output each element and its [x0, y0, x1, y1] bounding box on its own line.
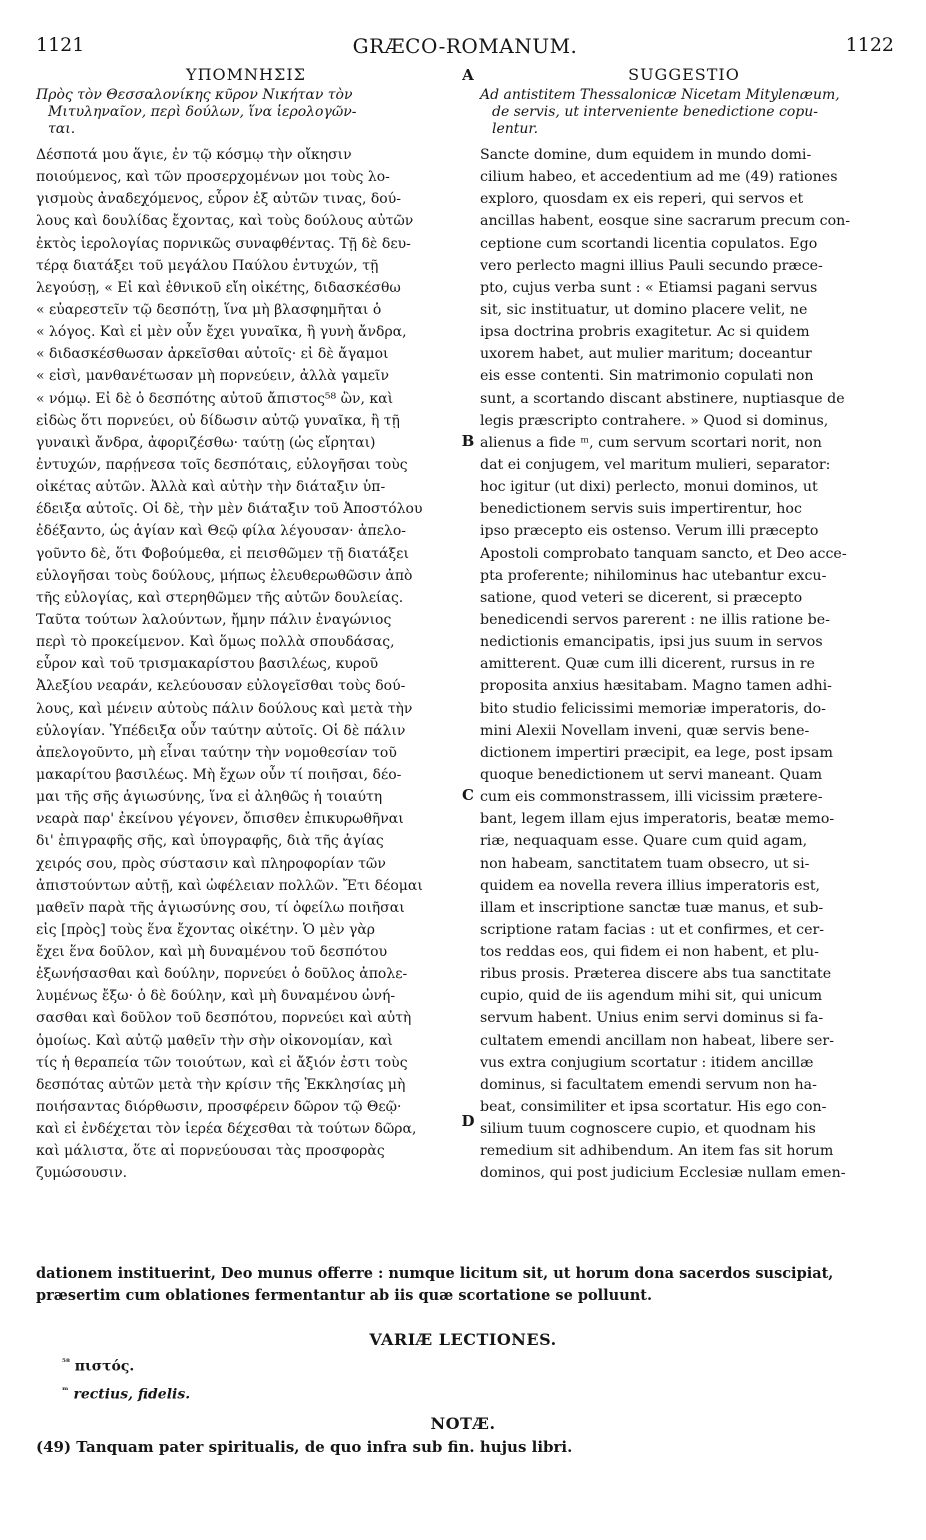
- greek-text-line: ἐξωνήσασθαι καὶ δούλην, πορνεύει ὁ δοῦλος ἀπολε-: [36, 966, 408, 983]
- latin-text-line: dat ei conjugem, vel maritum mulieri, separator:: [480, 456, 831, 473]
- latin-text-line: quidem ea novella revera illius imperatoris est,: [480, 877, 821, 894]
- margin-letter-b: B: [461, 432, 475, 450]
- greek-text-line: Ἀλεξίου νεαράν, κελεύουσαν εὐλογεῖσθαι τοὺς δού-: [36, 678, 406, 695]
- latin-text-line: dictionem impertiri præcipit, ea lege, post ipsam: [480, 744, 833, 761]
- latin-text-line: bant, legem illam ejus imperatoris, beatæ memo-: [480, 811, 835, 828]
- latin-text-line: ceptione cum scortandi licentia copulatos. Ego: [480, 235, 818, 252]
- variant-reading: [62, 1386, 190, 1403]
- latin-text-line: cilium habeo, et accedentium ad me (49) rationes: [480, 169, 838, 186]
- latin-text-line: ancillas habent, eosque sine sacrarum precum con-: [480, 213, 851, 230]
- greek-text-line: δι' ἐπιγραφῆς σῆς, καὶ ὑπογραφῆς, διὰ τῆς ἁγίας: [36, 833, 384, 850]
- margin-letter-a: A: [462, 66, 474, 84]
- greek-text-line: τέρᾳ διατάξει τοῦ μεγάλου Παύλου ἐντυχών, τῇ: [36, 257, 379, 274]
- greek-text-line: εἰς [πρὸς] τοὺς ἕνα ἔχοντας οἰκέτην. Ὁ μὲν γὰρ: [36, 921, 376, 938]
- latin-text-line: ribus prosis. Præterea discere abs tua sanctitate: [480, 966, 832, 983]
- greek-text-line: γισμοὺς ἀναδεχόμενος, εὗρον ἐξ αὐτῶν τινας, δού-: [36, 191, 401, 208]
- latin-text-line: sunt, a scortando discant abstinere, nuptiasque de: [480, 390, 845, 407]
- latin-subtitle-line: lentur.: [492, 121, 539, 137]
- greek-text-line: ἐντυχών, παρῄνεσα τοῖς δεσπόταις, εὐλογῆσαι τοὺς: [36, 456, 408, 473]
- greek-text-line: λυμένως ἔξω· ὁ δὲ δούλην, καὶ μὴ δυναμένου ὠνή-: [36, 988, 396, 1005]
- running-title: GRÆCO-ROMANUM.: [352, 34, 578, 58]
- latin-text-line: remedium sit adhibendum. An item fas sit horum: [480, 1143, 834, 1160]
- greek-text-line: ἐδέξαντο, ὡς ἁγίαν καὶ Θεῷ φίλα λέγουσαν· ἀπελο-: [36, 523, 406, 540]
- greek-text-line: χειρός σου, πρὸς σύστασιν καὶ πληροφορίαν τῶν: [36, 855, 386, 872]
- latin-subtitle: [480, 87, 888, 138]
- latin-text-line: hoc igitur (ut dixi) perlecto, monui dominos, ut: [480, 479, 818, 496]
- greek-text-line: ποιούμενος, καὶ τῶν προσερχομένων μοι τοὺς λο-: [36, 169, 390, 186]
- latin-text-line: nedictionis emancipatis, ipsi jus suum in servos: [480, 634, 823, 651]
- latin-text-line: eis esse contenti. Sin matrimonio copulati non: [480, 368, 814, 385]
- latin-title: SUGGESTIO: [628, 65, 740, 84]
- greek-text-line: εὐλογίαν. Ὑπέδειξα οὖν ταύτην αὐτοῖς. Οἱ δὲ πάλιν: [36, 722, 406, 739]
- latin-text-line: proposita anxius hæsitabam. Magno tamen adhi-: [480, 678, 832, 695]
- latin-text-line: legis præscripto contrahere. » Quod si dominus,: [480, 412, 829, 429]
- greek-text-line: εὐλογῆσαι τοὺς δούλους, μήπως ἐλευθερωθῶσιν ἀπὸ: [36, 567, 413, 584]
- greek-subtitle-line: Πρὸς τὸν Θεσσαλονίκης κῦρον Νικήταν τὸν: [36, 87, 353, 103]
- continuation-text: [36, 1263, 894, 1307]
- greek-text-line: μαθεῖν παρὰ τῆς ἁγιωσύνης σου, τί ὀφείλω ποιῆσαι: [36, 899, 405, 916]
- page-header: [36, 34, 894, 64]
- latin-text-line: pto, cujus verba sunt : « Etiamsi pagani servus: [480, 279, 818, 296]
- greek-subtitle: [36, 87, 456, 138]
- latin-text-line: Sancte domine, dum equidem in mundo domi-: [480, 147, 812, 163]
- greek-title: ΥΠΟΜΝΗΣΙΣ: [186, 65, 306, 84]
- latin-text-line: tos reddas eos, qui fidem ei non habent, et plu-: [480, 944, 819, 961]
- latin-text-line: silium tuum cognoscere cupio, et quodnam his: [480, 1121, 816, 1138]
- latin-column: [480, 64, 888, 1185]
- latin-text-line: quoque benedictionem ut servi maneant. Quam: [480, 766, 823, 783]
- greek-text-line: καὶ μάλιστα, ὅτε αἱ πορνεύουσαι τὰς προσφορὰς: [36, 1143, 385, 1160]
- variant-reading: [62, 1358, 134, 1375]
- variant-mark: ⁵⁸: [62, 1358, 70, 1368]
- greek-text-line: ἔχει ἕνα δοῦλον, καὶ μὴ δυναμένου τοῦ δεσπότου: [36, 944, 388, 961]
- variant-mark: ᵐ: [62, 1386, 69, 1396]
- latin-text-line: sit, sic instituatur, ut domino placere velit, ne: [480, 301, 808, 318]
- latin-text-line: dominus, si facultatem emendi servum non ha-: [480, 1076, 817, 1093]
- greek-column: [36, 64, 456, 1185]
- greek-text-line: οἰκέτας αὐτῶν. Ἀλλὰ καὶ αὐτὴν τὴν διάταξιν ὑπ-: [36, 479, 386, 496]
- latin-text-line: mini Alexii Novellam inveni, quæ servis bene-: [480, 722, 810, 739]
- notae-heading: NOTÆ.: [430, 1414, 496, 1433]
- latin-text: [480, 144, 888, 1185]
- continuation-line: dationem instituerint, Deo munus offerre : numque licitum sit, ut horum dona sacerdos suscipiat,: [36, 1265, 834, 1282]
- greek-text-line: δεσπότας αὐτῶν μετὰ τὴν κρίσιν τῆς Ἐκκλησίας μὴ: [36, 1076, 406, 1093]
- latin-text-line: uxorem habet, aut mulier maritum; doceantur: [480, 346, 812, 363]
- latin-text-line: illam et inscriptione sanctæ tuæ manus, et sub-: [480, 899, 824, 916]
- page-number-left: 1121: [36, 34, 85, 56]
- margin-letter-d: D: [461, 1112, 475, 1130]
- greek-text-line: εὗρον καὶ τοῦ τρισμακαρίστου βασιλέως, κυροῦ: [36, 656, 379, 673]
- latin-text-line: riæ, nequaquam esse. Quare cum quid agam,: [480, 833, 808, 850]
- latin-subtitle-line: Ad antistitem Thessalonicæ Nicetam Mitylenæum,: [480, 87, 840, 103]
- latin-text-line: pta proferente; nihilominus hac utebantur excu-: [480, 567, 827, 584]
- greek-text-line: « εἰσὶ, μανθανέτωσαν μὴ πορνεύειν, ἀλλὰ γαμεῖν: [36, 368, 390, 385]
- latin-text-line: alienus a fide ᵐ, cum servum scortari norit, non: [480, 434, 822, 451]
- greek-text-line: γοῦντο δὲ, ὅτι Φοβούμεθα, εἰ πεισθῶμεν τῇ διατάξει: [36, 545, 409, 562]
- variae-lectiones-heading: VARIÆ LECTIONES.: [369, 1330, 557, 1349]
- continuation-line: præsertim cum oblationes fermentantur ab iis quæ scortatione se polluunt.: [36, 1287, 653, 1305]
- variant-text: πιστός.: [74, 1358, 135, 1375]
- greek-subtitle-line: ται.: [48, 121, 76, 137]
- latin-text-line: cum eis commonstrassem, illi vicissim prætere-: [480, 789, 823, 806]
- greek-text-line: τῆς εὐλογίας, καὶ στερηθῶμεν τῆς αὐτῶν δουλείας.: [36, 589, 404, 606]
- greek-text-line: σασθαι καὶ δοῦλον τοῦ δεσπότου, πορνεύει καὶ αὐτὴ: [36, 1010, 412, 1027]
- latin-text-line: ipsa doctrina probris exagitetur. Ac si quidem: [480, 324, 810, 341]
- latin-text-line: amitterent. Quæ cum illi dicerent, rursus in re: [480, 656, 815, 673]
- greek-text-line: Ταῦτα τούτων λαλούντων, ἤμην πάλιν ἐναγώνιος: [36, 611, 392, 628]
- latin-text-line: benedictionem servis suis impertirentur, hoc: [480, 501, 802, 518]
- note-49: (49) Tanquam pater spiritualis, de quo infra sub fin. hujus libri.: [36, 1438, 573, 1456]
- greek-text-line: καὶ εἰ ἐνδέχεται τὸν ἱερέα δέχεσθαι τὰ τούτων δῶρα,: [36, 1121, 417, 1138]
- greek-text-line: έδειξα αὐτοῖς. Οἱ δὲ, τὴν μὲν διάταξιν τοῦ Ἀποστόλου: [36, 501, 423, 518]
- latin-text-line: cupio, quid de iis agendum mihi sit, qui unicum: [480, 988, 823, 1005]
- greek-text-line: λεγούσῃ, « Εἰ καὶ ἐθνικοῦ εἴη οἰκέτης, διδασκέσθω: [36, 279, 401, 296]
- greek-text-line: γυναικὶ ἄνδρα, ἀφοριζέσθω· ταύτῃ (ὡς εἴρηται): [36, 434, 376, 451]
- latin-text-line: dominos, qui post judicium Ecclesiæ nullam emen-: [480, 1165, 846, 1182]
- greek-text-line: λους καὶ δουλίδας ἔχοντας, καὶ τοὺς δούλους αὐτῶν: [36, 213, 414, 230]
- latin-text-line: cultatem emendi ancillam non habeat, libere ser-: [480, 1032, 835, 1049]
- latin-text-line: satione, quod veteri se dicerent, si præcepto: [480, 589, 803, 606]
- greek-text-line: νεαρὰ παρ' ἐκείνου γέγονεν, ὄπισθεν ἐπικυρωθῆναι: [36, 811, 404, 828]
- latin-subtitle-line: de servis, ut interveniente benedictione copu-: [492, 104, 818, 120]
- greek-text-line: ζυμώσουσιν.: [36, 1165, 128, 1182]
- greek-text-line: περὶ τὸ προκείμενον. Καὶ ὅμως πολλὰ σπουδάσας,: [36, 634, 395, 651]
- latin-text-line: exploro, quosdam ex eis reperi, qui servos et: [480, 191, 804, 208]
- greek-text-line: ποιήσαντας διόρθωσιν, προσφέρειν δῶρον τῷ Θεῷ·: [36, 1099, 402, 1116]
- latin-text-line: ipso præcepto eis ostenso. Verum illi præcepto: [480, 523, 819, 540]
- latin-text-line: Apostoli comprobato tanquam sancto, et Deo acce-: [480, 545, 847, 562]
- greek-text-line: « διδασκέσθωσαν ἀρκεῖσθαι αὐτοῖς· εἰ δὲ ἄγαμοι: [36, 346, 389, 363]
- greek-text-line: μαι τῆς σῆς ἁγιωσύνης, ἵνα εἰ ἀληθῶς ἡ τοιαύτη: [36, 789, 383, 806]
- page-number-right: 1122: [845, 34, 894, 56]
- greek-text-line: λους, καὶ μένειν αὐτοὺς πάλιν δούλους καὶ μετὰ τὴν: [36, 700, 413, 717]
- greek-text-line: « εὐαρεστεῖν τῷ δεσπότῃ, ἵνα μὴ βλασφημῆται ὁ: [36, 301, 382, 318]
- greek-text-line: μακαρίτου βασιλέως. Μὴ ἔχων οὖν τί ποιῆσαι, δέο-: [36, 766, 402, 783]
- greek-text-line: « νόμῳ. Εἰ δὲ ὁ δεσπότης αὐτοῦ ἄπιστος⁵⁸ ὢν, καὶ: [36, 390, 394, 407]
- greek-text-line: Δέσποτά μου ἅγιε, ἐν τῷ κόσμῳ τὴν οἴκησιν: [36, 147, 352, 163]
- greek-subtitle-line: Μιτυληναῖον, περὶ δούλων, ἵνα ἱερολογῶν-: [48, 104, 357, 120]
- variant-text: rectius, fidelis.: [73, 1386, 191, 1403]
- greek-text: [36, 144, 456, 1185]
- greek-text-line: τίς ἡ θεραπεία τῶν τοιούτων, καὶ εἰ ἄξιόν ἐστι τοὺς: [36, 1054, 408, 1071]
- greek-text-line: « λόγος. Καὶ εἰ μὲν οὖν ἔχει γυναῖκα, ἢ γυνὴ ἄνδρα,: [36, 324, 407, 341]
- latin-text-line: scriptione ratam facias : ut et confirmes, et cer-: [480, 921, 825, 938]
- margin-letter-c: C: [462, 786, 474, 804]
- latin-text-line: non habeam, sanctitatem tuam obsecro, ut si-: [480, 855, 810, 872]
- latin-text-line: servum habent. Unius enim servi dominus si fa-: [480, 1010, 824, 1027]
- greek-text-line: ἐκτὸς ἱερολογίας πορνικῶς συναφθέντας. Τῇ δὲ δευ-: [36, 235, 411, 252]
- latin-text-line: vus extra conjugium scortatur : itidem ancillæ: [480, 1054, 814, 1071]
- latin-text-line: bito studio felicissimi memoriæ imperatoris, do-: [480, 700, 826, 717]
- greek-text-line: ὁμοίως. Καὶ αὐτῷ μαθεῖν τὴν σὴν οἰκονομίαν, καὶ: [36, 1032, 393, 1049]
- latin-text-line: beat, consimiliter et ipsa scortatur. His ego con-: [480, 1099, 827, 1116]
- greek-text-line: ἀπιστούντων αὐτῇ, καὶ ὠφέλειαν πολλῶν. Ἔτι δέομαι: [36, 877, 423, 894]
- greek-text-line: ἀπελογοῦντο, μὴ εἶναι ταύτην τὴν νομοθεσίαν τοῦ: [36, 744, 397, 761]
- latin-text-line: benedicendi servos parerent : ne illis ratione be-: [480, 611, 830, 628]
- latin-text-line: vero perlecto magni illius Pauli secundo præce-: [480, 257, 823, 274]
- greek-text-line: εἰδὼς ὅτι πορνεύει, οὐ δίδωσιν αὐτῷ γυναῖκα, ἢ τῇ: [36, 412, 400, 429]
